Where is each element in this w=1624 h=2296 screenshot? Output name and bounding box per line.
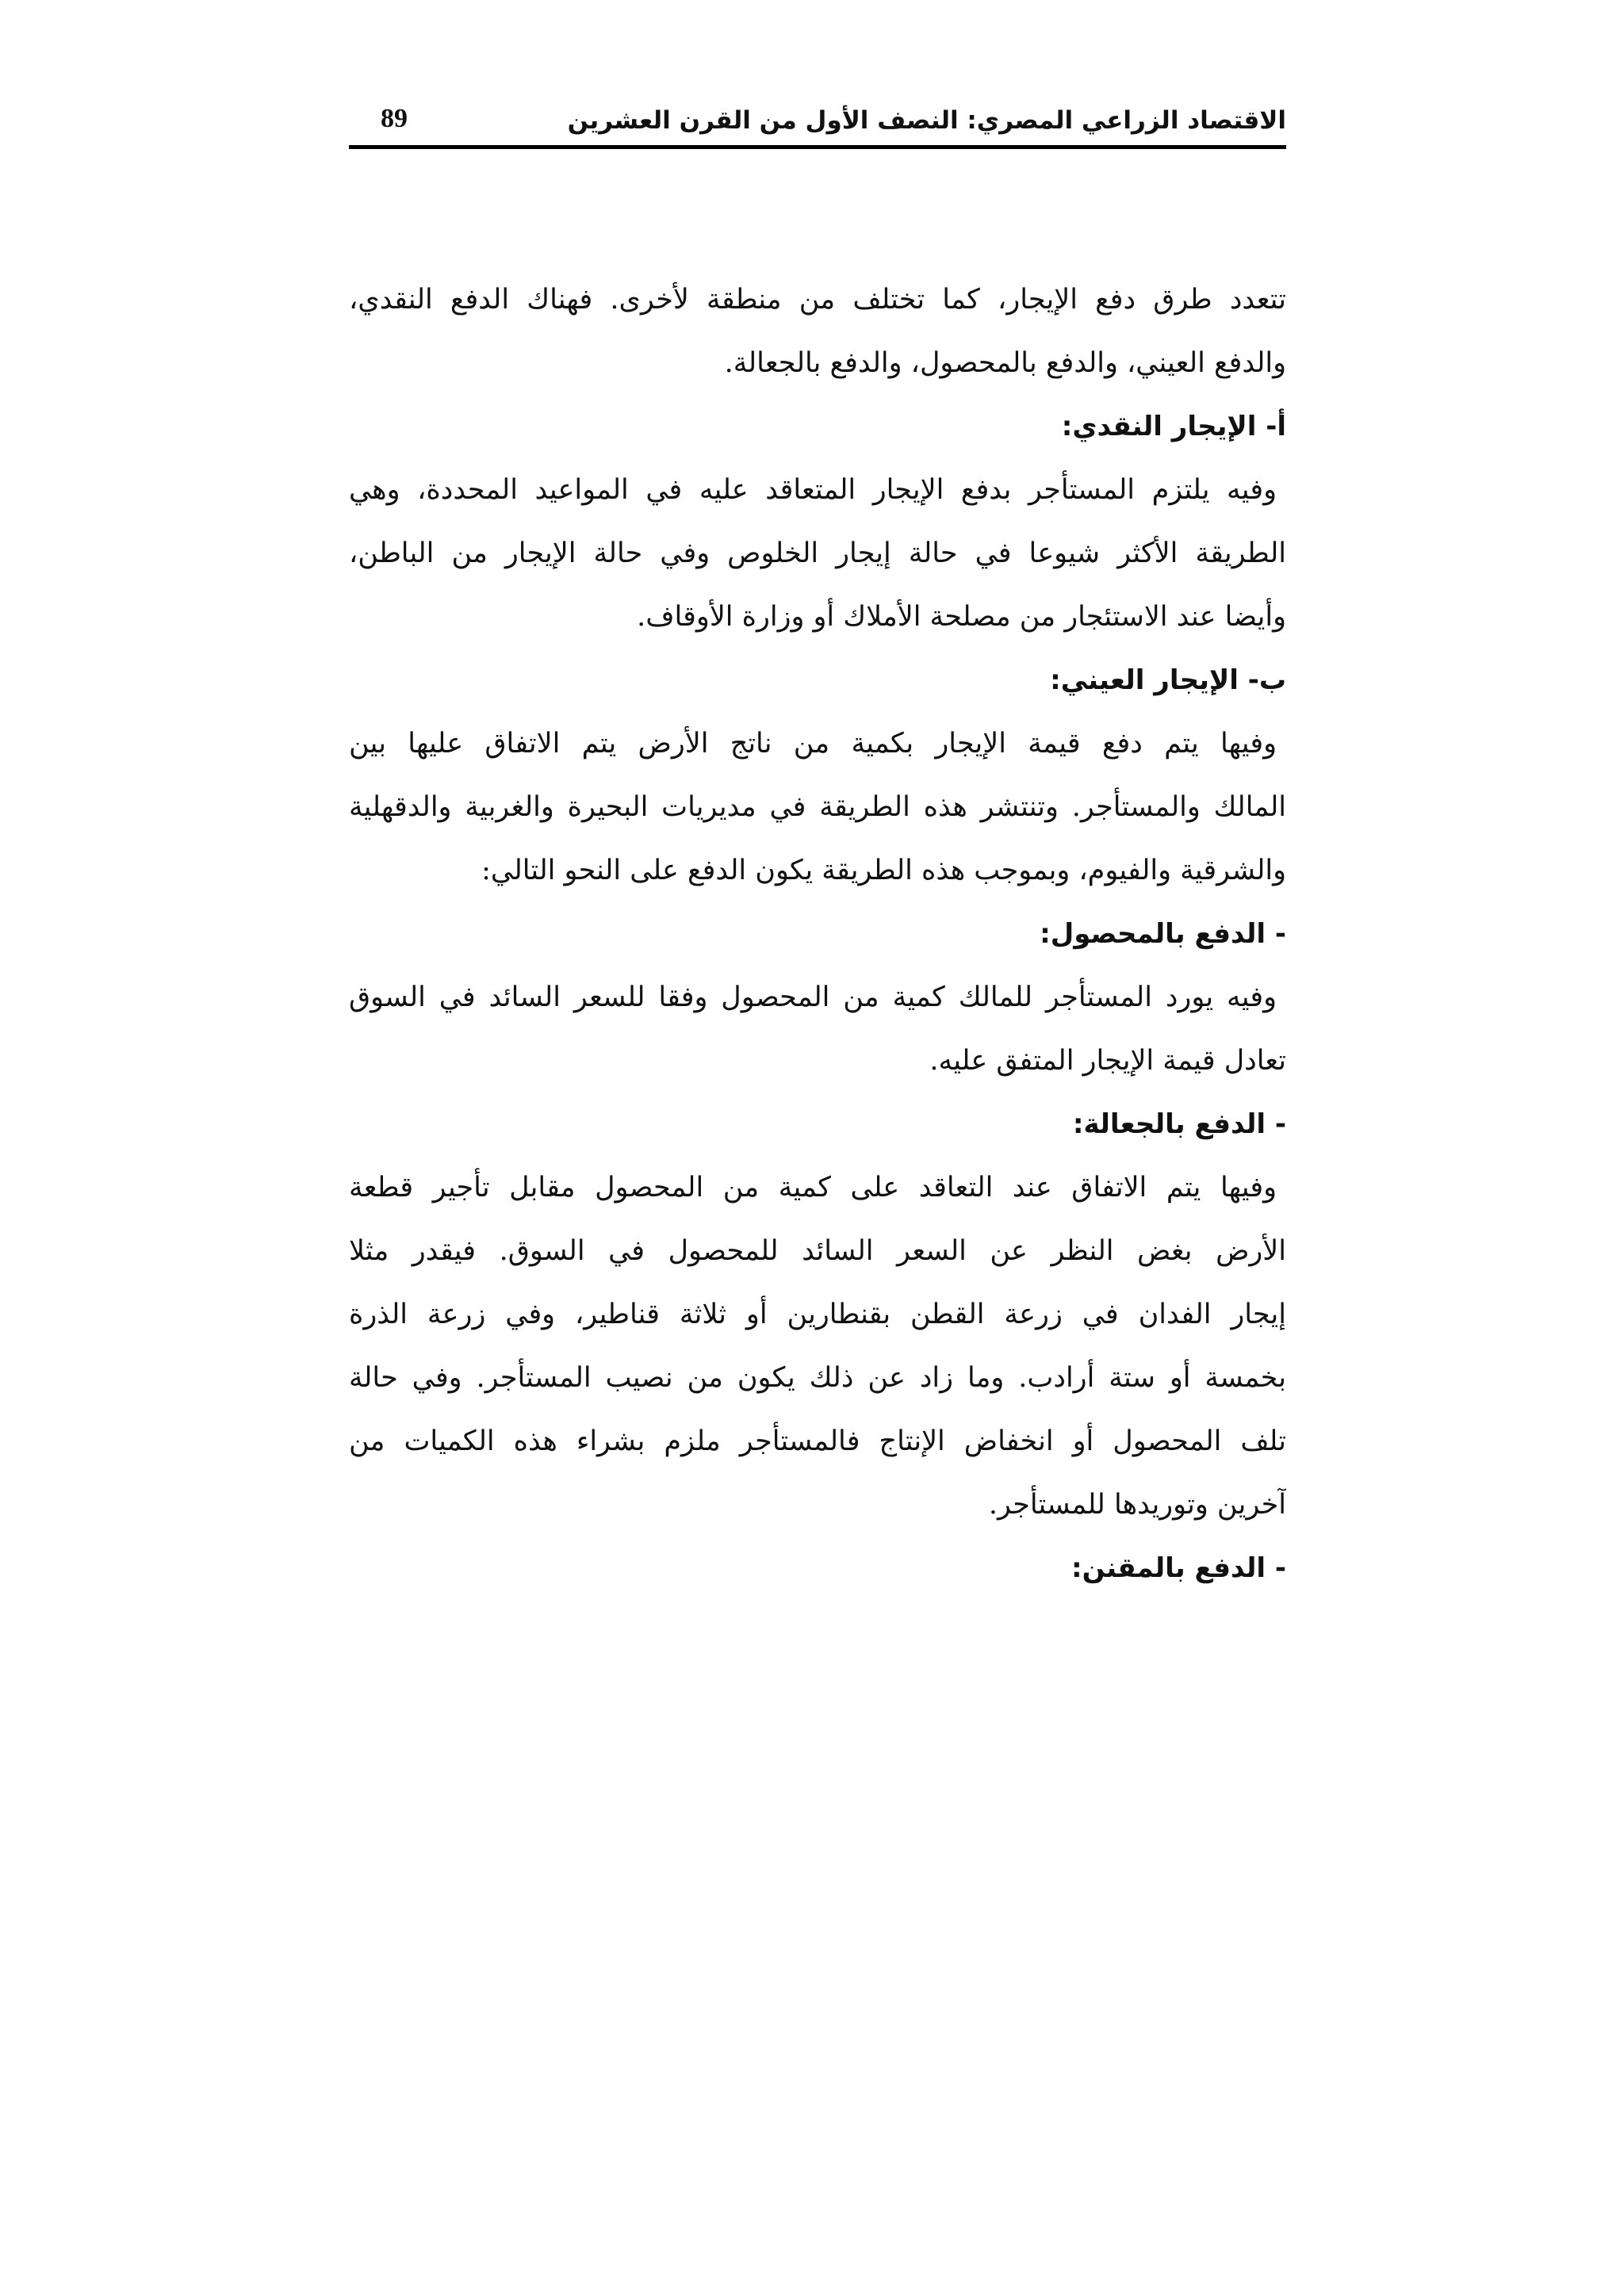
paragraph-line: الأرض بغض النظر عن السعر السائد للمحصول في السوق. فيقدر مثلا (349, 1235, 1286, 1267)
page-number: 89 (381, 104, 408, 133)
paragraph-line: إيجار الفدان في زرعة القطن بقنطارين أو ثلاثة قناطير، وفي زرعة الذرة (349, 1299, 1286, 1330)
paragraph-line: الطريقة الأكثر شيوعا في حالة إيجار الخلوص وفي حالة الإيجار من الباطن، (349, 538, 1286, 569)
running-header-title: الاقتصاد الزراعي المصري: النصف الأول من القرن العشرين (567, 106, 1286, 135)
paragraph-line: وفيها يتم دفع قيمة الإيجار بكمية من ناتج الأرض يتم الاتفاق عليها بين (349, 728, 1277, 760)
running-header (349, 100, 1286, 147)
subsection-heading: - الدفع بالمحصول: (1040, 918, 1286, 950)
section-heading: أ- الإيجار النقدي: (1061, 411, 1286, 442)
paragraph-line: بخمسة أو ستة أرادب. وما زاد عن ذلك يكون من نصيب المستأجر. وفي حالة (349, 1362, 1286, 1394)
paragraph-line: تلف المحصول أو انخفاض الإنتاج فالمستأجر ملزم بشراء هذه الكميات من (349, 1425, 1286, 1457)
body-text (349, 268, 1286, 1600)
header-divider (349, 145, 1286, 149)
paragraph-line: آخرين وتوريدها للمستأجر. (988, 1489, 1286, 1521)
paragraph-line: المالك والمستأجر. وتنتشر هذه الطريقة في مديريات البحيرة والغربية والدقهلية (349, 791, 1286, 823)
section-heading: ب- الإيجار العيني: (1050, 664, 1286, 696)
paragraph-line: تتعدد طرق دفع الإيجار، كما تختلف من منطقة لأخرى. فهناك الدفع النقدي، (349, 284, 1286, 316)
paragraph-line: تعادل قيمة الإيجار المتفق عليه. (929, 1045, 1286, 1077)
paragraph-line: والدفع العيني، والدفع بالمحصول، والدفع بالجعالة. (724, 347, 1286, 379)
paragraph-line: وفيها يتم الاتفاق عند التعاقد على كمية من المحصول مقابل تأجير قطعة (349, 1172, 1277, 1203)
paragraph-line: وفيه يورد المستأجر للمالك كمية من المحصول وفقا للسعر السائد في السوق (349, 982, 1277, 1013)
subsection-heading: - الدفع بالجعالة: (1072, 1108, 1286, 1140)
subsection-heading: - الدفع بالمقنن: (1071, 1552, 1286, 1584)
paragraph-line: وفيه يلتزم المستأجر بدفع الإيجار المتعاقد عليه في المواعيد المحددة، وهي (349, 474, 1277, 506)
paragraph-line: والشرقية والفيوم، وبموجب هذه الطريقة يكون الدفع على النحو التالي: (481, 855, 1286, 886)
paragraph-line: وأيضا عند الاستئجار من مصلحة الأملاك أو وزارة الأوقاف. (637, 601, 1286, 633)
